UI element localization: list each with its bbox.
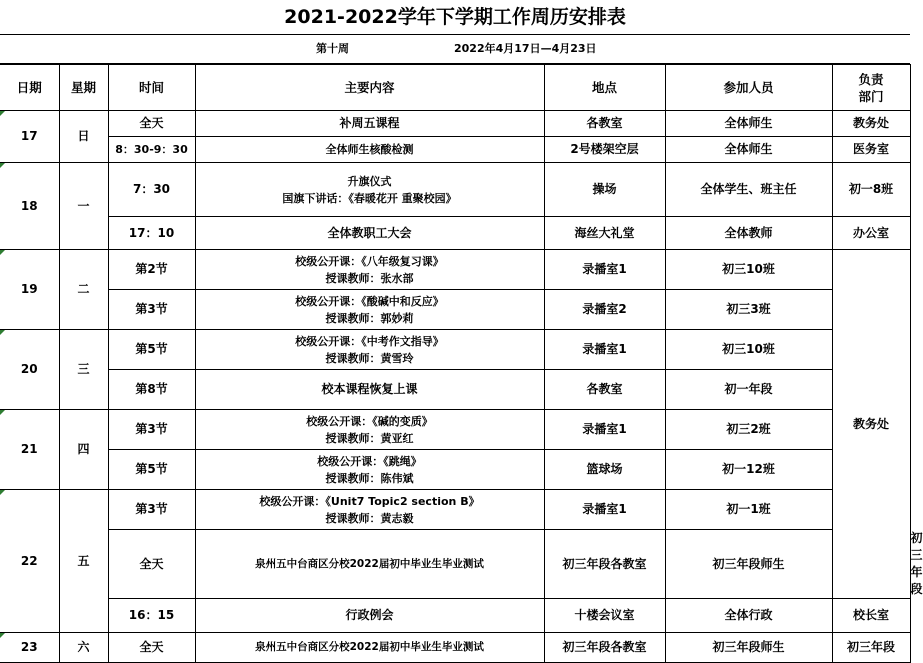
date-cell: 17: [0, 111, 59, 163]
table-row: [0, 111, 910, 137]
place-cell: 初三年段各教室: [544, 633, 665, 663]
content-line1: 校级公开课：《酸碱中和反应》: [295, 294, 444, 308]
subtitle-bar: [0, 35, 910, 64]
content-line2: 授课教师：黄雪玲: [325, 351, 414, 365]
people-cell: 全体学生、班主任: [665, 163, 832, 217]
place-cell: 录播室2: [544, 290, 665, 330]
date-cell: 20: [0, 330, 59, 410]
table-row: [0, 217, 910, 250]
header-row: [0, 65, 910, 111]
people-cell: 初一12班: [665, 450, 832, 490]
table-row: [0, 450, 910, 490]
table-row: [0, 633, 910, 663]
weekday-cell: 二: [59, 250, 108, 330]
weekday-cell: 三: [59, 330, 108, 410]
weekday-cell: 六: [59, 633, 108, 663]
dept-cell: 校长室: [832, 599, 910, 633]
content-line2: 授课教师：郭妙莉: [325, 311, 414, 325]
content-cell: [195, 330, 544, 370]
weekday-cell: 五: [59, 490, 108, 633]
content-cell: [195, 290, 544, 330]
time-cell: 第3节: [108, 410, 195, 450]
content-line1: 校级公开课：《八年级复习课》: [295, 254, 444, 268]
table-row: [0, 250, 910, 290]
date-cell: 21: [0, 410, 59, 490]
header-dept: [832, 65, 910, 111]
date-range: 2022年4月17日—4月23日: [454, 42, 597, 55]
content-cell: 全体师生核酸检测: [195, 137, 544, 163]
time-cell: 7：30: [108, 163, 195, 217]
table-row: [0, 290, 910, 330]
date-cell: 19: [0, 250, 59, 330]
schedule-table: [0, 64, 923, 663]
header-date: 日期: [0, 65, 59, 111]
content-line1: 校级公开课：《碱的变质》: [306, 414, 433, 428]
page-title: 2021-2022学年下学期工作周历安排表: [0, 0, 910, 35]
weekday-cell: 一: [59, 163, 108, 250]
table-row: [0, 330, 910, 370]
dept-cell: 初一8班: [832, 163, 910, 217]
content-line2: 授课教师：陈伟斌: [325, 471, 414, 485]
people-cell: 全体教师: [665, 217, 832, 250]
date-cell: 22: [0, 490, 59, 633]
place-cell: 十楼会议室: [544, 599, 665, 633]
dept-cell-merged: 教务处: [832, 250, 910, 599]
time-cell: 16：15: [108, 599, 195, 633]
place-cell: 操场: [544, 163, 665, 217]
people-cell: 初三年段师生: [665, 530, 832, 599]
dept-cell: 初三年段: [832, 633, 910, 663]
place-cell: 初三年段各教室: [544, 530, 665, 599]
people-cell: 初三年段师生: [665, 633, 832, 663]
time-cell: 全天: [108, 530, 195, 599]
header-dept-line1: 负责: [858, 71, 884, 87]
people-cell: 初三10班: [665, 330, 832, 370]
content-line2: 授课教师：张水部: [325, 271, 414, 285]
place-cell: 各教室: [544, 111, 665, 137]
content-line1: 校级公开课：《跳绳》: [317, 454, 422, 468]
place-cell: 各教室: [544, 370, 665, 410]
weekday-cell: 日: [59, 111, 108, 163]
content-cell: [195, 163, 544, 217]
header-place: 地点: [544, 65, 665, 111]
place-cell: 录播室1: [544, 250, 665, 290]
time-cell: 8：30-9：30: [108, 137, 195, 163]
content-cell: 行政例会: [195, 599, 544, 633]
header-dept-line2: 部门: [858, 88, 884, 104]
content-line1: 校级公开课：《Unit7 Topic2 section B》: [259, 494, 480, 508]
people-cell: 初一年段: [665, 370, 832, 410]
content-cell: 泉州五中台商区分校2022届初中毕业生毕业测试: [195, 530, 544, 599]
place-cell: 录播室1: [544, 330, 665, 370]
people-cell: 初一1班: [665, 490, 832, 530]
time-cell: 全天: [108, 633, 195, 663]
content-cell: [195, 250, 544, 290]
table-row: [0, 490, 910, 530]
time-cell: 第5节: [108, 450, 195, 490]
time-cell: 第3节: [108, 290, 195, 330]
people-cell: 初三3班: [665, 290, 832, 330]
dept-cell: 教务处: [832, 111, 910, 137]
people-cell: 初三2班: [665, 410, 832, 450]
week-label: 第十周: [316, 42, 349, 55]
content-line2: 授课教师：黄亚红: [325, 431, 414, 445]
place-cell: 录播室1: [544, 410, 665, 450]
table-row: [0, 599, 910, 633]
content-cell: [195, 450, 544, 490]
header-people: 参加人员: [665, 65, 832, 111]
table-row: [0, 163, 910, 217]
table-row: [0, 370, 910, 410]
people-cell: 全体行政: [665, 599, 832, 633]
table-row: [0, 410, 910, 450]
date-cell: 18: [0, 163, 59, 250]
people-cell: 全体师生: [665, 111, 832, 137]
place-cell: 篮球场: [544, 450, 665, 490]
content-line1: 校级公开课：《中考作文指导》: [295, 334, 444, 348]
content-cell: [195, 410, 544, 450]
people-cell: 全体师生: [665, 137, 832, 163]
content-cell: 泉州五中台商区分校2022届初中毕业生毕业测试: [195, 633, 544, 663]
place-cell: 2号楼架空层: [544, 137, 665, 163]
content-cell: 全体教职工大会: [195, 217, 544, 250]
content-cell: [195, 490, 544, 530]
header-weekday: 星期: [59, 65, 108, 111]
time-cell: 全天: [108, 111, 195, 137]
place-cell: 海丝大礼堂: [544, 217, 665, 250]
time-cell: 第5节: [108, 330, 195, 370]
time-cell: 17：10: [108, 217, 195, 250]
time-cell: 第2节: [108, 250, 195, 290]
weekday-cell: 四: [59, 410, 108, 490]
place-cell: 录播室1: [544, 490, 665, 530]
header-content: 主要内容: [195, 65, 544, 111]
time-cell: 第8节: [108, 370, 195, 410]
dept-cell: 办公室: [832, 217, 910, 250]
people-cell: 初三10班: [665, 250, 832, 290]
header-time: 时间: [108, 65, 195, 111]
date-cell: 23: [0, 633, 59, 663]
table-row: [0, 137, 910, 163]
content-line2: 国旗下讲话：《春暖花开 重聚校园》: [282, 191, 457, 205]
table-row: 全天 泉州五中台商区分校2022届初中毕业生毕业测试 初三年段各教室 初三年段师生 初三年段: [0, 530, 910, 599]
content-cell: 校本课程恢复上课: [195, 370, 544, 410]
content-line1: 升旗仪式: [347, 174, 392, 188]
content-cell: 补周五课程: [195, 111, 544, 137]
time-cell: 第3节: [108, 490, 195, 530]
dept-cell: 医务室: [832, 137, 910, 163]
content-line2: 授课教师：黄志毅: [325, 511, 414, 525]
